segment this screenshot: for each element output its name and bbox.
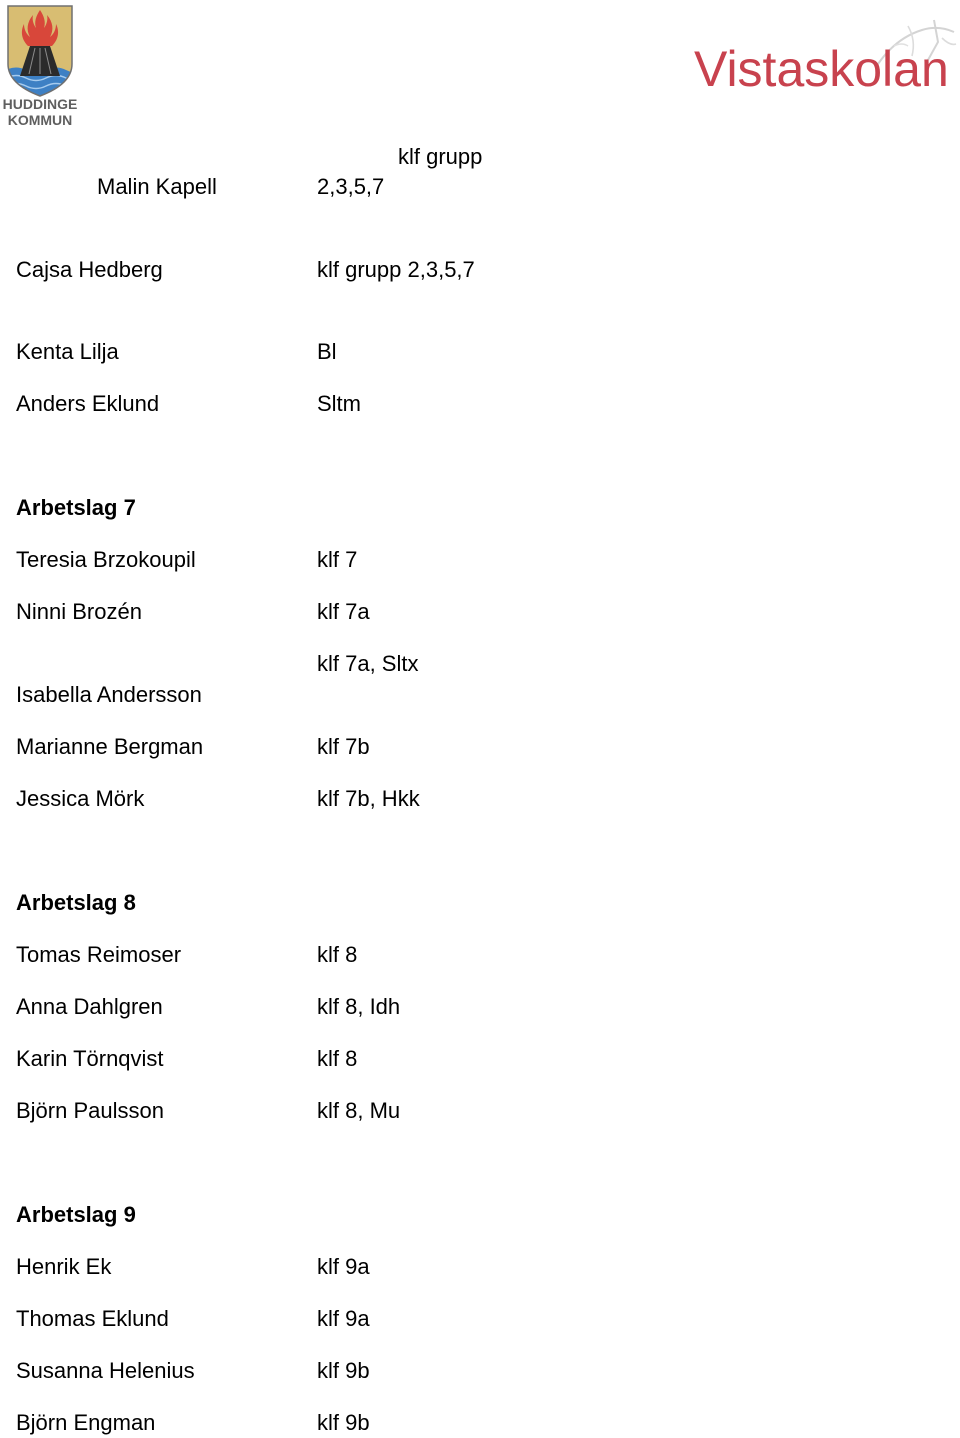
staff-role: 2,3,5,7 <box>317 174 385 199</box>
staff-name: Björn Paulsson <box>16 1098 164 1123</box>
staff-role: klf 8, Mu <box>317 1098 401 1123</box>
staff-name: Björn Engman <box>16 1410 156 1435</box>
staff-role: klf 7 <box>317 547 358 572</box>
staff-name: Anders Eklund <box>16 391 160 416</box>
logo-text-line1: HUDDINGE <box>2 96 78 112</box>
staff-role: klf 9a <box>317 1306 370 1331</box>
staff-name: Anna Dahlgren <box>16 994 163 1019</box>
staff-name: Jessica Mörk <box>16 786 145 811</box>
staff-role: klf grupp 2,3,5,7 <box>317 257 475 282</box>
staff-role: klf grupp <box>398 144 483 169</box>
staff-name: Susanna Helenius <box>16 1358 195 1383</box>
staff-role: Sltm <box>317 391 361 416</box>
staff-name: Cajsa Hedberg <box>16 257 163 282</box>
staff-role: klf 7a <box>317 599 370 624</box>
staff-name: Karin Törnqvist <box>16 1046 164 1071</box>
staff-role: Bl <box>317 339 337 364</box>
staff-role: klf 9a <box>317 1254 370 1279</box>
group-heading: Arbetslag 7 <box>16 495 136 520</box>
huddinge-coat-of-arms-icon <box>6 4 74 98</box>
group-heading: Arbetslag 9 <box>16 1202 136 1227</box>
staff-name: Malin Kapell <box>97 174 217 199</box>
staff-name: Thomas Eklund <box>16 1306 169 1331</box>
staff-name: Isabella Andersson <box>16 682 202 707</box>
staff-role: klf 9b <box>317 1410 370 1435</box>
staff-role: klf 9b <box>317 1358 370 1383</box>
staff-name: Henrik Ek <box>16 1254 112 1279</box>
staff-name: Marianne Bergman <box>16 734 204 759</box>
staff-role: klf 7b, Hkk <box>317 786 420 811</box>
staff-role: klf 7b <box>317 734 370 759</box>
staff-role: klf 7a, Sltx <box>317 651 419 676</box>
staff-name: Ninni Brozén <box>16 599 142 624</box>
staff-name: Tomas Reimoser <box>16 942 182 967</box>
staff-role: klf 8 <box>317 1046 358 1071</box>
staff-role: klf 8 <box>317 942 358 967</box>
group-heading: Arbetslag 8 <box>16 890 136 915</box>
staff-role: klf 8, Idh <box>317 994 401 1019</box>
logo-text-line2: KOMMUN <box>7 112 73 128</box>
school-name: Vistaskolan <box>694 41 949 97</box>
staff-name: Teresia Brzokoupil <box>16 547 196 572</box>
staff-name: Kenta Lilja <box>16 339 119 364</box>
